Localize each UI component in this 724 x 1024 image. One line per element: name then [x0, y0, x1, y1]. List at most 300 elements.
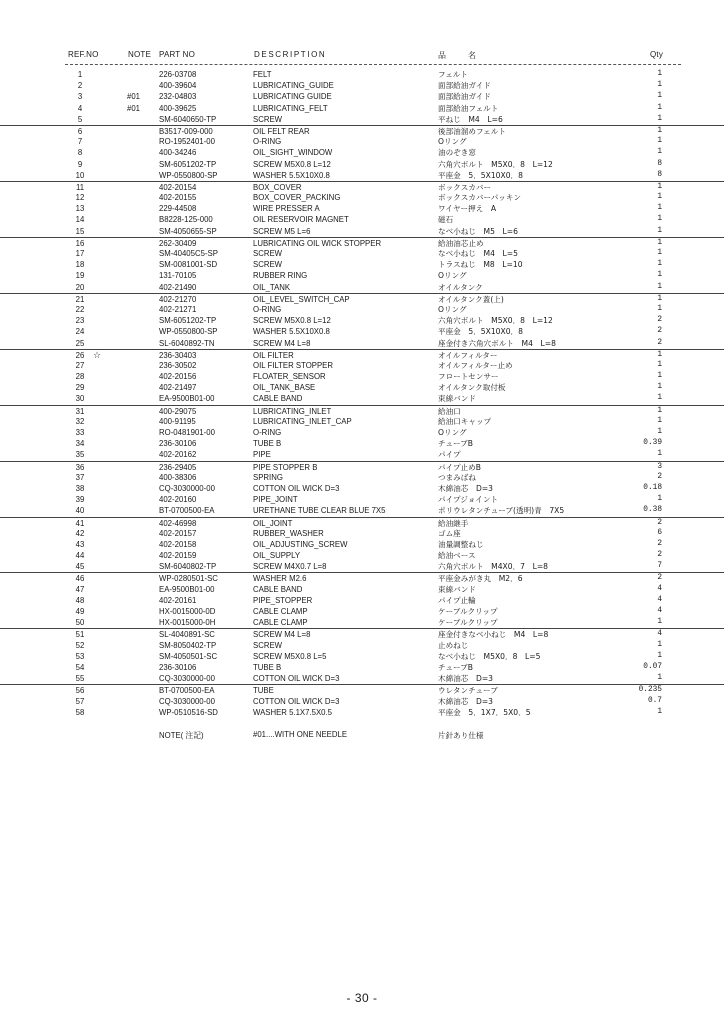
japanese-name-cell: 平座金みがき丸 M2．6 [438, 574, 523, 584]
qty-cell: 0.07 [643, 662, 662, 671]
table-row [0, 103, 724, 114]
part-no-cell: SM-6051202-TP [159, 159, 217, 169]
qty-cell: 2 [657, 574, 662, 583]
table-row [0, 371, 724, 382]
ref-no-cell: 31 [75, 406, 85, 416]
description-cell: COTTON OIL WICK D=3 [253, 674, 340, 684]
qty-cell: 1 [657, 294, 662, 303]
ref-no-cell: 23 [75, 316, 85, 326]
description-cell: WASHER M2.6 [253, 574, 307, 584]
part-no-cell: SM-0081001-SD [159, 260, 218, 270]
table-row [0, 416, 724, 427]
ref-no-cell: 44 [75, 551, 85, 561]
japanese-name-cell: 六角穴ボルト M4X0．7 L=8 [438, 562, 549, 572]
description-cell: PIPE_JOINT [253, 495, 298, 505]
japanese-name-cell: 後部油溜めフェルト [438, 126, 506, 136]
japanese-name-cell: Oリング [438, 428, 467, 437]
part-no-cell: 232-04803 [159, 92, 197, 102]
part-no-cell: 236-30106 [159, 662, 197, 672]
japanese-name-cell: パイプジョイント [438, 495, 499, 505]
qty-cell: 0.18 [643, 483, 662, 492]
ref-no-cell: 56 [75, 686, 85, 696]
description-cell: FELT [253, 70, 272, 79]
japanese-name-cell: ゴム座 [438, 528, 461, 538]
description-cell: SCREW M4 L=8 [253, 630, 311, 640]
part-no-cell: SL-4040891-SC [159, 630, 215, 640]
part-no-cell: BT-0700500-EA [159, 686, 215, 696]
part-no-cell: 226-03708 [159, 70, 197, 79]
description-cell: OIL FILTER [253, 350, 294, 360]
qty-cell: 4 [657, 584, 662, 593]
ref-no-cell: 40 [75, 506, 85, 516]
ref-no-cell: 41 [75, 518, 85, 528]
ref-no-cell: 3 [77, 92, 83, 102]
japanese-name-cell: 木綿油芯 D=3 [438, 674, 494, 684]
qty-cell: 1 [657, 81, 662, 90]
description-cell: LUBRICATING OIL WICK STOPPER [253, 238, 382, 248]
description-cell: OIL_TANK [253, 282, 291, 292]
table-row [0, 114, 724, 125]
table-row [0, 517, 724, 528]
qty-cell: 1 [657, 193, 662, 202]
description-cell: LUBRICATING GUIDE [253, 92, 332, 102]
table-row [0, 170, 724, 181]
footer-note-japanese: 片針あり仕様 [438, 731, 484, 740]
part-no-cell: 402-20158 [159, 539, 197, 549]
part-no-cell: HX-0015000-0H [159, 618, 216, 628]
header-qty: Qty [650, 50, 664, 59]
qty-cell: 1 [657, 70, 662, 78]
part-no-cell: SM-8050402-TP [159, 640, 217, 650]
japanese-name-cell: ワイヤー押え A [438, 204, 497, 214]
japanese-name-cell: 面部給油ガイド [438, 81, 491, 91]
japanese-name-cell: チューブB [438, 439, 473, 449]
part-no-cell: B8228-125-000 [159, 215, 213, 225]
table-row [0, 505, 724, 516]
japanese-name-cell: なべ小ねじ M5X0．8 L=5 [438, 651, 541, 661]
part-no-cell: RO-1952401-00 [159, 137, 215, 147]
part-no-cell: SM-6040650-TP [159, 114, 217, 124]
qty-cell: 1 [657, 383, 662, 392]
ref-no-cell: 51 [75, 630, 85, 640]
japanese-name-cell: ウレタンチューブ [438, 686, 498, 696]
table-row [0, 651, 724, 662]
japanese-name-cell: ボックスカバーパッキン [438, 193, 521, 203]
japanese-name-cell: フェルト [438, 70, 468, 79]
ref-no-cell: 9 [77, 159, 83, 169]
ref-no-cell: 14 [75, 215, 85, 225]
part-no-cell: 402-20161 [159, 595, 197, 605]
japanese-name-cell: 木綿油芯 D=3 [438, 483, 494, 493]
table-row [0, 673, 724, 684]
table-row [0, 382, 724, 393]
table-row [0, 338, 724, 349]
description-cell: SCREW M4 L=8 [253, 338, 311, 348]
table-row [0, 707, 724, 718]
japanese-name-cell: つまみばね [438, 472, 476, 482]
japanese-name-cell: オイルフィルター [438, 350, 498, 360]
part-no-cell: SM-6040802-TP [159, 562, 217, 572]
table-row [0, 561, 724, 572]
ref-no-cell: 17 [75, 249, 85, 258]
ref-no-cell: 53 [75, 651, 85, 661]
table-row [0, 69, 724, 80]
ref-no-cell: 10 [75, 170, 85, 180]
japanese-name-cell: 給油継手 [438, 518, 469, 528]
ref-no-cell: 26 [75, 350, 85, 360]
description-cell: CABLE BAND [253, 394, 303, 404]
part-no-cell: BT-0700500-EA [159, 506, 215, 516]
japanese-name-cell: 給油油芯止め [438, 238, 484, 248]
ref-no-cell: 15 [75, 226, 85, 236]
description-cell: LUBRICATING_INLET_CAP [253, 416, 352, 426]
description-cell: CABLE CLAMP [253, 607, 308, 616]
table-row [0, 349, 724, 360]
qty-cell: 1 [657, 271, 662, 280]
description-cell: FLOATER_SENSOR [253, 372, 326, 382]
qty-cell: 1 [657, 304, 662, 313]
qty-cell: 3 [657, 462, 662, 471]
part-no-cell: EA-9500B01-00 [159, 584, 215, 594]
ref-no-cell: 42 [75, 528, 85, 538]
part-no-cell: 402-21497 [159, 383, 197, 393]
description-cell: OIL RESERVOIR MAGNET [253, 215, 349, 225]
part-no-cell: CQ-3030000-00 [159, 483, 215, 493]
table-row [0, 550, 724, 561]
qty-cell: 2 [657, 551, 662, 560]
ref-no-cell: 37 [75, 472, 85, 482]
table-row [0, 237, 724, 248]
table-row [0, 438, 724, 449]
table-row [0, 259, 724, 270]
part-no-cell: HX-0015000-0D [159, 607, 216, 616]
footer-note-text: #01....WITH ONE NEEDLE [253, 730, 348, 739]
ref-no-cell: 34 [75, 439, 85, 449]
japanese-name-cell: 六角穴ボルト M5X0．8 L=12 [438, 159, 553, 169]
japanese-name-cell: ボックスカバー [438, 182, 492, 192]
qty-cell: 1 [657, 282, 662, 291]
part-no-cell: 400-38306 [159, 472, 197, 482]
japanese-name-cell: 面部給油フェルト [438, 103, 499, 113]
table-row [0, 91, 724, 102]
description-cell: LUBRICATING_GUIDE [253, 81, 334, 91]
table-row [0, 125, 724, 136]
qty-cell: 1 [657, 226, 662, 235]
description-cell: TUBE B [253, 439, 282, 449]
japanese-name-cell: 束線バンド [438, 394, 476, 404]
table-row [0, 472, 724, 483]
ref-no-cell: 6 [77, 126, 83, 136]
table-row [0, 427, 724, 438]
qty-cell: 1 [657, 674, 662, 683]
qty-cell: 1 [657, 495, 662, 504]
japanese-name-cell: パイプ [438, 450, 461, 460]
ref-no-cell: 43 [75, 539, 85, 549]
ref-no-cell: 5 [77, 114, 83, 124]
qty-cell: 1 [657, 182, 662, 191]
description-cell: SCREW [253, 260, 283, 270]
table-row [0, 360, 724, 371]
description-cell: SCREW M5 L=6 [253, 226, 311, 236]
japanese-name-cell: なべ小ねじ M4 L=5 [438, 249, 518, 258]
description-cell: OIL_SUPPLY [253, 551, 301, 561]
part-no-cell: 402-21270 [159, 294, 197, 304]
japanese-name-cell: 六角穴ボルト M5X0．8 L=12 [438, 316, 553, 326]
japanese-name-cell: Oリング [438, 304, 467, 314]
japanese-name-cell: フロートセンサー [438, 372, 499, 382]
table-row [0, 203, 724, 214]
qty-cell: 0.39 [643, 439, 662, 448]
description-cell: COTTON OIL WICK D=3 [253, 483, 340, 493]
ref-no-cell: 33 [75, 428, 85, 437]
table-row [0, 326, 724, 337]
part-no-cell: CQ-3030000-00 [159, 674, 215, 684]
qty-cell: 2 [657, 327, 662, 336]
ref-no-cell: 24 [75, 327, 85, 337]
qty-cell: 1 [657, 360, 662, 369]
qty-cell: 1 [657, 707, 662, 716]
qty-cell: 1 [657, 204, 662, 213]
qty-cell: 2 [657, 338, 662, 347]
table-row [0, 483, 724, 494]
footer-note [0, 730, 724, 742]
description-cell: SCREW [253, 114, 283, 124]
part-no-cell: 236-30106 [159, 439, 197, 449]
part-no-cell: 402-20159 [159, 551, 197, 561]
ref-no-cell: 54 [75, 662, 85, 672]
table-row [0, 494, 724, 505]
description-cell: WASHER 5.5X10X0.8 [253, 327, 330, 337]
table-row [0, 640, 724, 651]
part-no-cell: SM-40405C5-SP [159, 249, 218, 258]
mark-cell: ☆ [93, 349, 102, 360]
ref-no-cell: 2 [77, 81, 83, 91]
table-row [0, 595, 724, 606]
part-no-cell: 236-30403 [159, 350, 197, 360]
header-japanese-name: 品 名 [438, 51, 483, 60]
description-cell: O-RING [253, 137, 282, 147]
qty-cell: 2 [657, 539, 662, 548]
qty-cell: 7 [657, 562, 662, 571]
header-ref-no: REF.NO [68, 50, 99, 59]
table-row [0, 584, 724, 595]
ref-no-cell: 45 [75, 562, 85, 572]
page-number: - 30 - [346, 991, 378, 1005]
ref-no-cell: 1 [77, 70, 83, 79]
ref-no-cell: 52 [75, 640, 85, 650]
table-row [0, 304, 724, 315]
japanese-name-cell: チューブB [438, 662, 473, 672]
table-row [0, 214, 724, 225]
description-cell: OIL_ADJUSTING_SCREW [253, 539, 348, 549]
part-no-cell: 402-20162 [159, 450, 197, 460]
japanese-name-cell: 給油ベース [438, 551, 476, 561]
description-cell: WASHER 5.5X10X0.8 [253, 170, 330, 180]
description-cell: TUBE [253, 686, 274, 696]
description-cell: RUBBER_WASHER [253, 528, 324, 538]
qty-cell: 1 [657, 618, 662, 627]
part-no-cell: WP-0280501-SC [159, 574, 218, 584]
part-no-cell: 402-20154 [159, 182, 197, 192]
qty-cell: 1 [657, 249, 662, 257]
qty-cell: 1 [657, 92, 662, 101]
ref-no-cell: 8 [77, 148, 83, 158]
ref-no-cell: 32 [75, 416, 85, 426]
table-row [0, 572, 724, 583]
qty-cell: 1 [657, 260, 662, 269]
table-row [0, 405, 724, 416]
description-cell: O-RING [253, 304, 282, 314]
table-row [0, 226, 724, 237]
japanese-name-cell: 油のぞき窓 [438, 148, 476, 158]
qty-cell: 1 [657, 238, 662, 247]
japanese-name-cell: 平ねじ M4 L=6 [438, 114, 503, 124]
table-row [0, 393, 724, 404]
footer-note-label: NOTE( 注記) [159, 731, 204, 740]
description-cell: OIL_LEVEL_SWITCH_CAP [253, 294, 350, 304]
ref-no-cell: 58 [75, 707, 85, 717]
qty-cell: 1 [657, 350, 662, 359]
qty-cell: 2 [657, 316, 662, 325]
qty-cell: 6 [657, 528, 662, 537]
description-cell: PIPE [253, 450, 271, 460]
qty-cell: 1 [657, 394, 662, 403]
description-cell: SCREW [253, 249, 283, 258]
part-no-cell: 400-91195 [159, 416, 196, 426]
part-no-cell: 402-46998 [159, 518, 197, 528]
table-row [0, 315, 724, 326]
table-row [0, 159, 724, 170]
part-no-cell: 402-20160 [159, 495, 197, 505]
japanese-name-cell: 束線バンド [438, 584, 476, 594]
description-cell: SCREW M4X0.7 L=8 [253, 562, 327, 572]
qty-cell: 8 [657, 159, 662, 168]
qty-cell: 4 [657, 595, 662, 604]
description-cell: SCREW M5X0.8 L=5 [253, 651, 327, 661]
qty-cell: 0.38 [643, 506, 662, 515]
part-no-cell: EA-9500B01-00 [159, 394, 215, 404]
part-no-cell: WP-0550800-SP [159, 327, 218, 337]
part-no-cell: CQ-3030000-00 [159, 696, 215, 706]
qty-cell: 1 [657, 126, 662, 135]
japanese-name-cell: 給油口 [438, 406, 461, 416]
table-row [0, 684, 724, 695]
description-cell: LUBRICATING_INLET [253, 406, 332, 416]
table-row [0, 528, 724, 539]
qty-cell: 1 [657, 428, 662, 436]
qty-cell: 2 [657, 472, 662, 481]
part-no-cell: 229-44508 [159, 204, 197, 214]
table-header [0, 50, 724, 62]
qty-cell: 1 [657, 416, 662, 425]
table-row [0, 293, 724, 304]
part-no-cell: 236-30502 [159, 360, 197, 370]
ref-no-cell: 21 [75, 294, 85, 304]
description-cell: RUBBER RING [253, 271, 308, 281]
ref-no-cell: 50 [75, 618, 85, 628]
description-cell: TUBE B [253, 662, 282, 672]
ref-no-cell: 36 [75, 462, 85, 472]
description-cell: WIRE PRESSER A [253, 204, 320, 214]
part-no-cell: WP-0550800-SP [159, 170, 218, 180]
japanese-name-cell: パイプ止輪 [438, 595, 476, 605]
description-cell: SCREW M5X0.8 L=12 [253, 159, 331, 169]
japanese-name-cell: 給油口キャップ [438, 416, 492, 426]
qty-cell: 4 [657, 630, 662, 639]
ref-no-cell: 30 [75, 394, 85, 404]
japanese-name-cell: オイルタンク取付板 [438, 383, 506, 393]
japanese-name-cell: 木綿油芯 D=3 [438, 696, 494, 706]
table-row [0, 282, 724, 293]
table-row [0, 192, 724, 203]
description-cell: OIL FELT REAR [253, 126, 310, 136]
qty-cell: 2 [657, 518, 662, 527]
part-no-cell: 402-20156 [159, 372, 197, 382]
table-row [0, 606, 724, 617]
table-row [0, 136, 724, 147]
part-no-cell: 400-34246 [159, 148, 197, 158]
qty-cell: 1 [657, 215, 662, 224]
japanese-name-cell: オイルタンク蓋(上) [438, 294, 504, 304]
japanese-name-cell: オイルフィルター止め [438, 360, 513, 370]
ref-no-cell: 29 [75, 383, 85, 393]
japanese-name-cell: 平座金 5．5X10X0．8 [438, 170, 523, 180]
table-row [0, 449, 724, 460]
table-row [0, 696, 724, 707]
qty-cell: 0.7 [647, 696, 662, 705]
qty-cell: 4 [657, 607, 662, 615]
table-row [0, 248, 724, 259]
note-cell: #01 [127, 92, 141, 102]
ref-no-cell: 27 [75, 360, 85, 370]
table-row [0, 461, 724, 472]
table-row [0, 147, 724, 158]
part-no-cell: B3517-009-000 [159, 126, 213, 136]
japanese-name-cell: 磁石 [438, 215, 454, 225]
qty-cell: 1 [657, 640, 662, 649]
part-no-cell: RO-0481901-00 [159, 428, 215, 437]
japanese-name-cell: 止めねじ [438, 640, 469, 650]
table-row [0, 181, 724, 192]
qty-cell: 1 [657, 137, 662, 146]
ref-no-cell: 57 [75, 696, 85, 706]
description-cell: LUBRICATING_FELT [253, 103, 328, 113]
part-no-cell: 400-29075 [159, 406, 197, 416]
description-cell: SCREW [253, 640, 283, 650]
japanese-name-cell: 座金付きなべ小ねじ M4 L=8 [438, 630, 549, 640]
description-cell: CABLE CLAMP [253, 618, 308, 628]
japanese-name-cell: パイプ止めB [438, 462, 481, 472]
part-no-cell: 236-29405 [159, 462, 197, 472]
part-no-cell: 402-21490 [159, 282, 197, 292]
description-cell: SCREW M5X0.8 L=12 [253, 316, 331, 326]
ref-no-cell: 47 [75, 584, 85, 594]
ref-no-cell: 49 [75, 607, 85, 616]
part-no-cell: 400-39604 [159, 81, 197, 91]
qty-cell: 1 [657, 103, 662, 112]
ref-no-cell: 28 [75, 372, 85, 382]
ref-no-cell: 25 [75, 338, 85, 348]
ref-no-cell: 20 [75, 282, 85, 292]
ref-no-cell: 16 [75, 238, 85, 248]
qty-cell: 8 [657, 170, 662, 179]
description-cell: OIL_SIGHT_WINDOW [253, 148, 333, 158]
ref-no-cell: 11 [75, 182, 85, 192]
japanese-name-cell: ポリウレタンチューブ(透明)青 7X5 [438, 506, 565, 516]
part-no-cell: 402-21271 [159, 304, 197, 314]
japanese-name-cell: Oリング [438, 137, 467, 147]
description-cell: O-RING [253, 428, 282, 437]
